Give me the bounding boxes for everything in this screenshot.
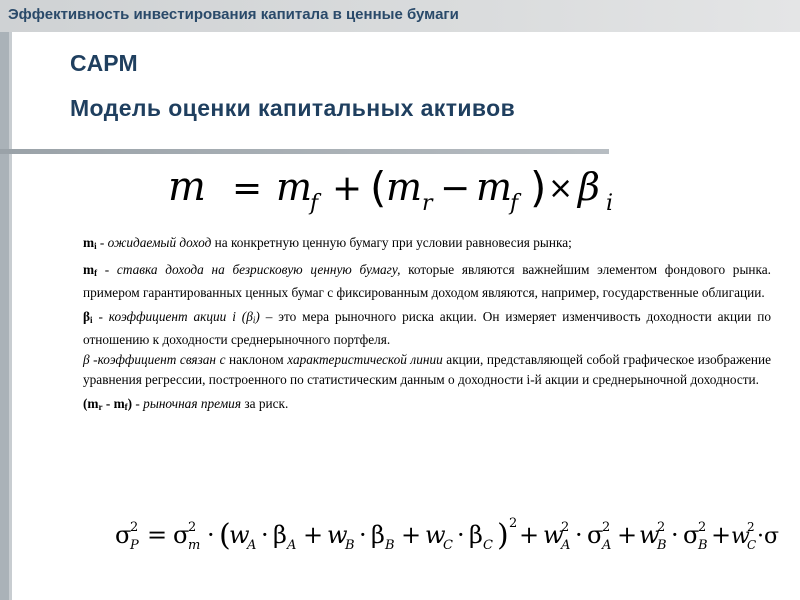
def-mf: $m_f$ - ставка дохода на безрисковую ценную бумагу, которые являются важнейшим элементом фондового рынка. примером гарантированных ценных бумаг с фиксированным доходом являются, например, государственные облигации. [83, 262, 771, 300]
definitions [83, 233, 771, 421]
slide-title: CAPM [70, 50, 138, 76]
svg-text:β: β [371, 521, 385, 549]
svg-text:β: β [578, 165, 600, 209]
slide-subtitle: Модель оценки капитальных активов [70, 95, 516, 121]
svg-text:C: C [483, 538, 493, 553]
svg-text:2: 2 [130, 520, 139, 535]
svg-text:(: ( [370, 163, 387, 212]
capm-formula [150, 158, 650, 218]
svg-text:=: = [232, 168, 263, 209]
svg-text:m: m [476, 165, 513, 209]
svg-text:2: 2 [509, 516, 518, 531]
svg-text:2: 2 [657, 520, 666, 535]
svg-text:β: β [273, 521, 287, 549]
svg-text:B: B [385, 538, 395, 553]
svg-text:i: i [606, 191, 614, 216]
svg-text:A: A [602, 538, 612, 553]
svg-text:·: · [261, 521, 269, 549]
svg-text:C: C [747, 538, 757, 552]
svg-text:·: · [457, 521, 465, 549]
svg-text:+: + [303, 521, 324, 549]
svg-text:(: ( [219, 518, 231, 553]
svg-text:w: w [327, 521, 348, 549]
svg-text:B: B [345, 538, 355, 553]
svg-text:w: w [639, 521, 660, 549]
svg-text:σ: σ [173, 521, 190, 549]
svg-text:r: r [422, 191, 433, 216]
svg-text:·: · [207, 521, 215, 549]
svg-text:+: + [332, 168, 363, 209]
svg-text:w: w [543, 521, 564, 549]
svg-text:2: 2 [747, 520, 755, 534]
svg-text:B: B [698, 538, 708, 553]
svg-text:=: = [147, 521, 168, 549]
svg-text:w: w [731, 524, 750, 549]
svg-text:·: · [575, 521, 583, 549]
svg-text:·σ: ·σ [757, 524, 780, 549]
svg-text:+: + [401, 521, 422, 549]
svg-text:C: C [443, 538, 453, 553]
svg-text:f: f [310, 191, 319, 216]
left-decor-strip [0, 32, 9, 600]
svg-text:A: A [287, 538, 297, 553]
svg-text:2: 2 [188, 520, 197, 535]
svg-text:A: A [247, 538, 257, 553]
svg-text:P: P [130, 538, 139, 553]
svg-text:m: m [386, 165, 423, 209]
header-title: Эффективность инвестирования капитала в ценные бумаги [8, 6, 459, 23]
svg-text:+: + [711, 521, 732, 549]
title-divider [0, 149, 609, 154]
portfolio-variance-formula [105, 505, 780, 565]
def-premium: $(m_r - m_f)$ - рыночная премия за риск. [83, 396, 289, 412]
svg-text:w: w [229, 521, 250, 549]
svg-text:·: · [359, 521, 367, 549]
svg-text:2: 2 [698, 520, 707, 535]
svg-text:×: × [548, 171, 574, 206]
svg-text:m: m [276, 165, 313, 209]
svg-text:A: A [561, 538, 571, 553]
svg-text:σ: σ [683, 521, 700, 549]
left-decor-strip-inner [9, 32, 12, 600]
svg-text:+: + [617, 521, 638, 549]
svg-text:σ: σ [587, 521, 604, 549]
svg-text:·: · [671, 521, 679, 549]
svg-text:σ: σ [115, 521, 132, 549]
svg-text:B: B [657, 538, 667, 553]
svg-text:2: 2 [602, 520, 611, 535]
header-bar [0, 0, 800, 32]
svg-text:β: β [469, 521, 483, 549]
svg-text:+: + [519, 521, 540, 549]
svg-text:m: m [168, 164, 206, 210]
svg-text:w: w [425, 521, 446, 549]
svg-text:2: 2 [561, 520, 570, 535]
svg-text:): ) [530, 163, 547, 212]
svg-text:m: m [188, 538, 201, 553]
def-mi: $m_i$ - ожидаемый доход на конкретную ценную бумагу при условии равновесия рынка; [83, 235, 572, 251]
svg-text:): ) [497, 518, 509, 553]
def-beta: $\beta_i$ - коэффициент акции i $(\beta_i)$ – это мера рыночного риска акции. Он измеряет изменчивость доходности акции по отношению к доходности среднерыночного портфеля. β -коэффициент связан с наклоном характеристической линии акции, представляющей собой графическое изображение уравнения регрессии, построенного по статистическим данным о доходности i-й акции и среднерыночной доходности. [83, 309, 771, 387]
svg-text:−: − [440, 168, 471, 209]
svg-text:f: f [510, 191, 519, 216]
